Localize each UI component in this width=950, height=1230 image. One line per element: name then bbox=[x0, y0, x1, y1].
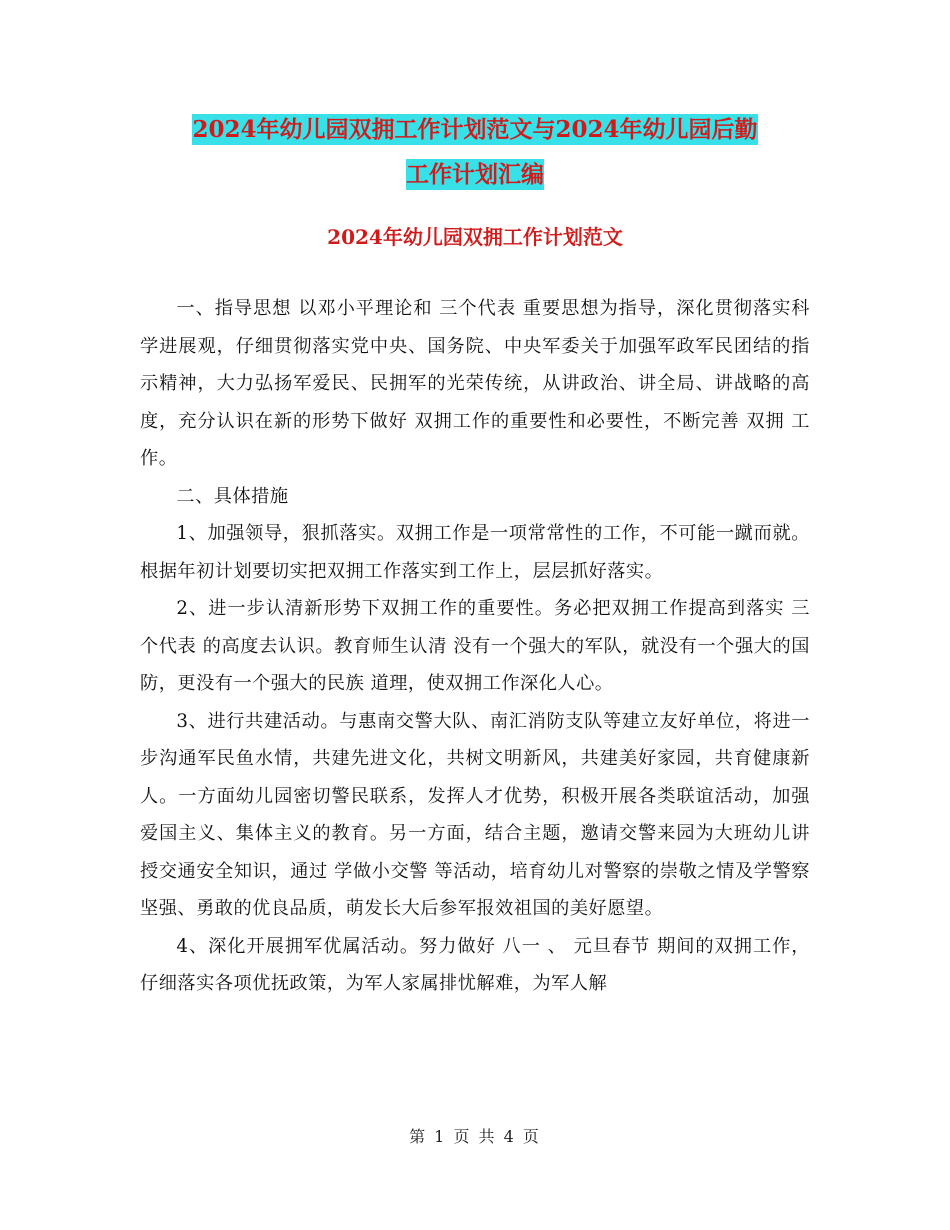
paragraph-measures-heading: 二、具体措施 bbox=[176, 485, 289, 507]
page-footer: 第 1 页 共 4 页 bbox=[409, 1127, 541, 1146]
section-title: 2024年幼儿园双拥工作计划范文 bbox=[327, 225, 623, 249]
paragraph-item-4: 4、深化开展拥军优属活动。努力做好 八一 、 元旦春节 期间的双拥工作，仔细落实各项优抚政策，为军人家属排忧解难，为军人解 bbox=[140, 935, 810, 994]
paragraph-item-2: 2、进一步认清新形势下双拥工作的重要性。务必把双拥工作提高到落实 三个代表 的高度去认识。教育师生认清 没有一个强大的军队，就没有一个强大的国防，更没有一个强大的民族 道理，使双拥工作深化人心。 bbox=[140, 598, 810, 694]
document-title-line-2 bbox=[0, 158, 950, 192]
paragraph-guiding-thought: 一、指导思想 以邓小平理论和 三个代表 重要思想为指导，深化贯彻落实科学进展观，仔细贯彻落实党中央、国务院、中央军委关于加强军政军民团结的指示精神，大力弘扬军爱民、民拥军的光荣传统，从讲政治、讲全局、讲战略的高度，充分认识在新的形势下做好 双拥工作的重要性和必要性，不断完善 双拥 工作。 bbox=[140, 298, 810, 469]
document-body bbox=[140, 290, 810, 1003]
paragraph-item-3: 3、进行共建活动。与惠南交警大队、南汇消防支队等建立友好单位，将进一步沟通军民鱼水情，共建先进文化，共树文明新风，共建美好家园，共育健康新人。一方面幼儿园密切警民联系，发挥人才优势，积极开展各类联谊活动，加强爱国主义、集体主义的教育。另一方面，结合主题，邀请交警来园为大班幼儿讲授交通安全知识，通过 学做小交警 等活动，培育幼儿对警察的崇敬之情及学警察坚强、勇敢的优良品质，萌发长大后参军报效祖国的美好愿望。 bbox=[140, 710, 810, 919]
title-highlight-2: 工作计划汇编 bbox=[406, 161, 544, 188]
title-highlight-1: 2024年幼儿园双拥工作计划范文与2024年幼儿园后勤 bbox=[192, 116, 758, 143]
paragraph-item-1: 1、加强领导，狠抓落实。双拥工作是一项常常性的工作，不可能一蹴而就。根据年初计划要切实把双拥工作落实到工作上，层层抓好落实。 bbox=[140, 523, 810, 582]
document-title-line-1 bbox=[0, 113, 950, 147]
